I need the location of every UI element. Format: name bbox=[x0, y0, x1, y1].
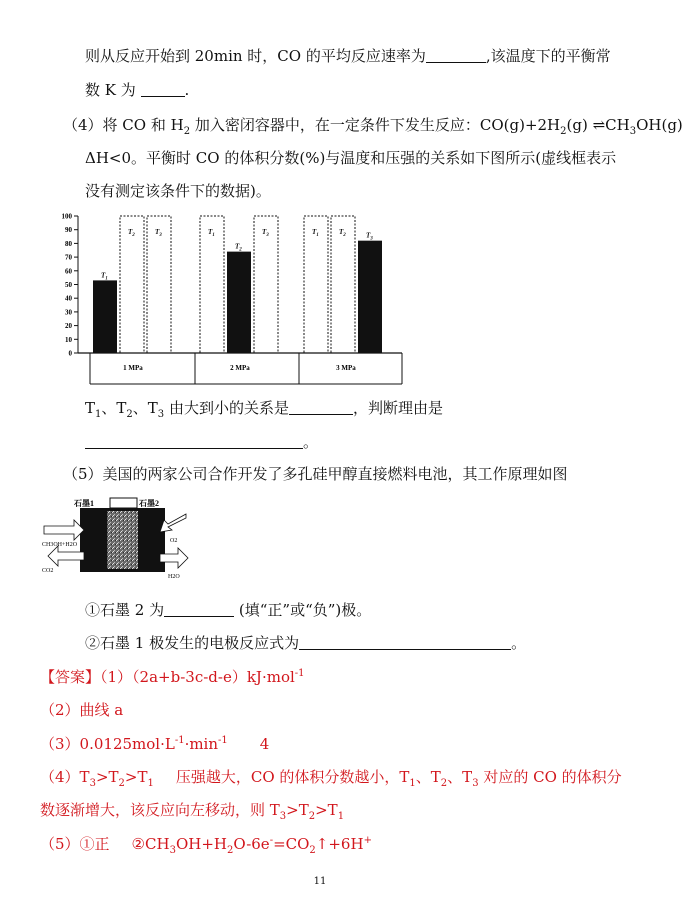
answer-text: >T bbox=[124, 768, 148, 786]
answer-2: （2）曲线 a bbox=[40, 701, 124, 719]
x-axis-groups bbox=[90, 353, 402, 384]
bar-label-sub: 1 bbox=[105, 276, 108, 282]
bar-label-sub: 2 bbox=[343, 233, 346, 238]
electrode-label-right: 石墨2 bbox=[139, 499, 159, 508]
fuel-cell-diagram bbox=[40, 496, 190, 582]
bars bbox=[93, 216, 382, 353]
q3-line1 bbox=[85, 46, 611, 66]
external-load bbox=[110, 498, 137, 508]
blank-electrode[interactable] bbox=[164, 602, 234, 617]
q5-part-a bbox=[85, 600, 371, 620]
blank-order[interactable] bbox=[289, 400, 353, 415]
q5-text: ②石墨 1 极发生的电极反应式为 bbox=[85, 634, 300, 652]
answer-4-line2 bbox=[40, 800, 344, 820]
bar-label-sub: 3 bbox=[370, 236, 373, 242]
outlet-arrow-left bbox=[48, 546, 84, 566]
y-tick-label: 80 bbox=[65, 239, 72, 248]
bar-label-sub: 3 bbox=[266, 233, 269, 238]
q4-text: （4）将 CO 和 H bbox=[63, 116, 184, 134]
y-tick-label: 100 bbox=[61, 212, 72, 221]
answer-text: >T bbox=[286, 801, 309, 819]
bar-label: $T_2$ bbox=[128, 228, 135, 238]
left-outlet-label: CO2 bbox=[42, 568, 54, 574]
q3-text: ,该温度下的平衡常 bbox=[485, 47, 611, 65]
blank-equation[interactable] bbox=[299, 635, 511, 650]
subscript: 1 bbox=[147, 778, 154, 789]
porous-silicon-membrane bbox=[107, 511, 138, 569]
y-tick-label: 40 bbox=[65, 294, 72, 303]
q4-ask-text: 、T bbox=[132, 399, 158, 417]
blank-rate[interactable] bbox=[426, 48, 486, 63]
subscript: 2 bbox=[126, 409, 133, 420]
superscript: - bbox=[269, 835, 274, 846]
subscript: 3 bbox=[169, 845, 176, 856]
q5-text: 。 bbox=[511, 634, 527, 652]
bar-label: $T_3$ bbox=[366, 231, 373, 242]
answer-text: （4）T bbox=[40, 768, 90, 786]
bar-label: $T_2$ bbox=[339, 228, 346, 238]
subscript: 2 bbox=[308, 811, 316, 822]
bar-label-sub: 2 bbox=[132, 233, 135, 238]
q3-text: 则从反应开始到 20min 时，CO 的平均反应速率为 bbox=[85, 47, 426, 65]
answer-text: O-6e bbox=[233, 835, 270, 853]
subscript: 3 bbox=[89, 778, 96, 789]
subscript: 2 bbox=[118, 778, 125, 789]
electrode-label-left: 石墨1 bbox=[74, 499, 94, 508]
q4-text: OH(g) bbox=[636, 116, 683, 134]
q3-text: 数 K 为 bbox=[85, 81, 136, 99]
group-label: 3 MPa bbox=[336, 364, 356, 372]
y-tick-label: 50 bbox=[65, 281, 72, 289]
right-outlet-label: H2O bbox=[168, 574, 180, 580]
answer-5 bbox=[40, 834, 372, 854]
q4-text: 加入密闭容器中，在一定条件下发生反应：CO(g)+2H bbox=[190, 116, 561, 134]
superscript: -1 bbox=[174, 735, 185, 746]
answer-text: ↑+6H bbox=[315, 835, 364, 853]
answer-text: 4 bbox=[259, 735, 270, 753]
answer-text: 数逐渐增大，该反应向左移动，则 T bbox=[40, 801, 280, 819]
answer-text: >T bbox=[315, 801, 338, 819]
subscript: 2 bbox=[226, 845, 234, 856]
q3-line2 bbox=[85, 80, 189, 100]
right-inlet-label: O2 bbox=[170, 538, 178, 544]
q5-text: ①石墨 2 为 bbox=[85, 601, 165, 619]
bar-label: $T_3$ bbox=[262, 228, 269, 238]
co-volume-fraction-chart bbox=[56, 210, 408, 390]
y-tick-label: 90 bbox=[65, 226, 72, 235]
subscript: 2 bbox=[440, 778, 448, 789]
answer-text: =CO bbox=[273, 835, 310, 853]
left-inlet-label: CH3OH+H2O bbox=[42, 542, 78, 548]
y-tick-label: 30 bbox=[65, 308, 72, 317]
answer-text: （1）（2a+b-3c-d-e）kJ·mol bbox=[100, 668, 295, 686]
bar-label-sub: 3 bbox=[159, 233, 162, 238]
subscript: 3 bbox=[157, 409, 165, 420]
answer-text: 、T bbox=[447, 768, 473, 786]
q4-ask-text: T bbox=[85, 399, 96, 417]
superscript: + bbox=[363, 835, 372, 846]
answer-text: 对应的 CO 的体积分 bbox=[478, 768, 622, 786]
subscript: 1 bbox=[337, 811, 345, 822]
y-tick-label: 10 bbox=[65, 335, 72, 344]
q5-text: (填“正”或“负”)极。 bbox=[238, 601, 372, 619]
subscript: 2 bbox=[183, 126, 191, 137]
answer-text: 压强越大，CO 的体积分数越小，T bbox=[175, 768, 410, 786]
q4-ask-text: ，判断理由是 bbox=[352, 399, 443, 417]
subscript: 3 bbox=[629, 126, 637, 137]
q4-text: (g) ⇌CH bbox=[566, 116, 630, 134]
bar-label: $T_3$ bbox=[155, 228, 162, 238]
subscript: 1 bbox=[95, 409, 102, 420]
bar-label-sub: 1 bbox=[316, 233, 319, 238]
answer-3 bbox=[40, 734, 269, 754]
bar-measured bbox=[93, 280, 117, 353]
bar-label: $T_1$ bbox=[208, 228, 215, 238]
bar-measured bbox=[358, 241, 382, 353]
bar-label: $T_1$ bbox=[312, 228, 319, 238]
answer-text: ·min bbox=[184, 735, 219, 753]
q4-line1 bbox=[63, 115, 683, 135]
subscript: 1 bbox=[409, 778, 416, 789]
q4-ask-text: 。 bbox=[303, 433, 319, 451]
y-tick-label: 0 bbox=[68, 349, 72, 358]
answer-text: OH+H bbox=[175, 835, 227, 853]
q4-reason-line bbox=[85, 432, 318, 452]
q4-line2: ΔH<0。平衡时 CO 的体积分数(%)与温度和压强的关系如下图所示(虚线框表示 bbox=[85, 149, 617, 167]
subscript: 2 bbox=[309, 845, 316, 856]
answer-tag: 【答案】 bbox=[40, 668, 101, 686]
q4-ask-text: 、T bbox=[101, 399, 127, 417]
page-number: 11 bbox=[313, 876, 327, 887]
q3-text: . bbox=[184, 81, 190, 99]
bar-label-sub: 2 bbox=[239, 247, 242, 253]
group-label: 1 MPa bbox=[123, 364, 143, 372]
superscript: -1 bbox=[294, 668, 305, 679]
answer-text: >T bbox=[95, 768, 119, 786]
answer-4-line1 bbox=[40, 767, 622, 787]
bar-measured bbox=[227, 252, 251, 353]
q4-ask-line bbox=[85, 398, 443, 418]
group-label: 2 MPa bbox=[230, 364, 250, 372]
subscript: 3 bbox=[472, 778, 479, 789]
answer-text: （5）①正 bbox=[40, 835, 110, 853]
answer-text: 、T bbox=[415, 768, 441, 786]
y-tick-label: 60 bbox=[65, 267, 72, 276]
y-tick-label: 20 bbox=[65, 322, 72, 331]
q4-line3: 没有测定该条件下的数据)。 bbox=[85, 182, 271, 200]
bar-label: $T_2$ bbox=[235, 242, 242, 253]
q4-ask-text: 由大到小的关系是 bbox=[164, 399, 289, 417]
answer-text: （3）0.0125mol·L bbox=[40, 735, 175, 753]
subscript: 3 bbox=[279, 811, 287, 822]
superscript: -1 bbox=[218, 735, 228, 746]
bar-label: $T_1$ bbox=[101, 271, 108, 282]
answer-text: ②CH bbox=[131, 835, 170, 853]
q5-part-b bbox=[85, 633, 526, 653]
blank-k[interactable] bbox=[141, 82, 185, 97]
answer-1 bbox=[40, 667, 305, 687]
inlet-arrow-left bbox=[44, 520, 84, 540]
subscript: 2 bbox=[560, 126, 567, 137]
blank-reason[interactable] bbox=[85, 434, 303, 449]
q5-line1: （5）美国的两家公司合作开发了多孔硅甲醇直接燃料电池，其工作原理如图 bbox=[63, 465, 568, 483]
y-tick-label: 70 bbox=[65, 253, 72, 262]
bar-label-sub: 1 bbox=[212, 233, 215, 238]
